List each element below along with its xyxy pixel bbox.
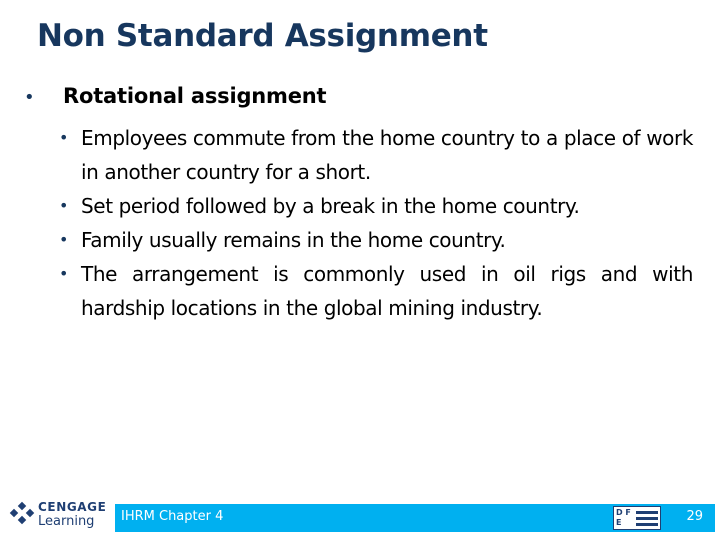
bullet-marker: • (24, 87, 35, 108)
logo-subtitle: Learning (38, 514, 95, 529)
sub-bullet-list (59, 121, 693, 325)
page-number: 29 (686, 509, 703, 524)
sub-bullet-marker: • (59, 196, 69, 215)
slide-title: Non Standard Assignment (37, 18, 488, 54)
list-item (59, 223, 693, 257)
cengage-logo-icon (8, 501, 36, 527)
list-item (59, 189, 693, 223)
sub-bullet-marker: • (59, 128, 69, 147)
logo-name: CENGAGE (38, 500, 107, 514)
sub-bullet-marker: • (59, 230, 69, 249)
list-item (59, 121, 693, 189)
df-badge-lines (636, 511, 658, 526)
chapter-label: IHRM Chapter 4 (121, 509, 224, 524)
list-item-text: Set period followed by a break in the home country. (81, 194, 580, 218)
footer-bar (115, 504, 715, 532)
bullet-heading: Rotational assignment (63, 84, 327, 108)
list-item-text: Employees commute from the home country to a place of work in another country for a short. (81, 126, 693, 184)
df-badge-letters: D F E (616, 508, 631, 527)
list-item (59, 257, 693, 325)
cengage-logo (6, 497, 110, 533)
df-badge-icon (613, 506, 661, 530)
sub-bullet-marker: • (59, 264, 69, 283)
list-item-text: The arrangement is commonly used in oil rigs and with hardship locations in the global mining industry. (81, 262, 693, 320)
list-item-text: Family usually remains in the home country. (81, 228, 506, 252)
